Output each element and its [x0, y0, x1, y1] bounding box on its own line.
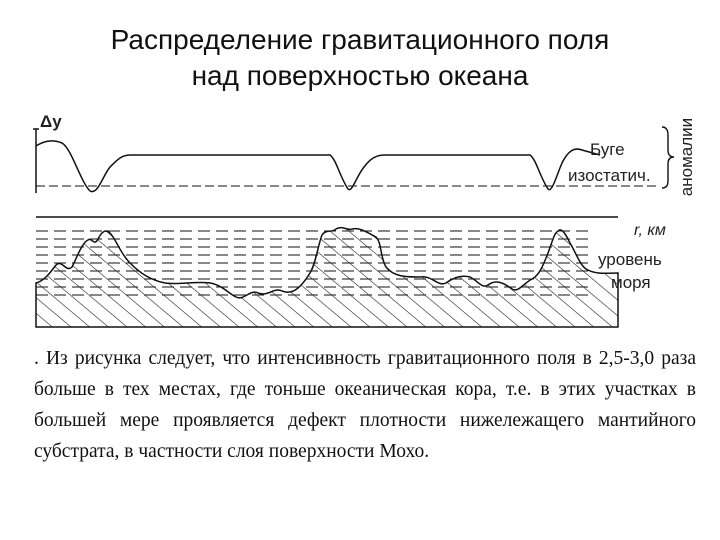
bouguer-curve-label: Буге: [590, 140, 625, 159]
body-paragraph: . Из рисунка следует, что интенсивность гравитационного поля в 2,5-3,0 раза больше в тех местах, где тоньше океаническая кора, т.е. в этих участках в большей мере проявляется дефект плотности нижележащего мантийного субстрата, в частности слоя поверхности Мохо.: [34, 348, 696, 462]
sea-level-label-2: моря: [611, 273, 651, 292]
gravity-anomaly-figure: [30, 105, 700, 330]
y-axis-label: Δу: [40, 112, 62, 131]
slide-title: [0, 22, 720, 94]
bouguer-anomaly-curve: [36, 141, 600, 192]
anomalies-label: аномалии: [677, 117, 696, 197]
sea-level-label-1: уровень: [598, 250, 662, 269]
seafloor-relief: [36, 228, 618, 327]
title-line-1: Распределение гравитационного поля: [110, 24, 610, 55]
isostatic-curve-label: изостатич.: [568, 166, 651, 185]
title-line-2: над поверхностью океана: [191, 60, 529, 91]
anomalies-brace: [662, 127, 674, 188]
distance-axis-label: r, км: [634, 222, 666, 239]
